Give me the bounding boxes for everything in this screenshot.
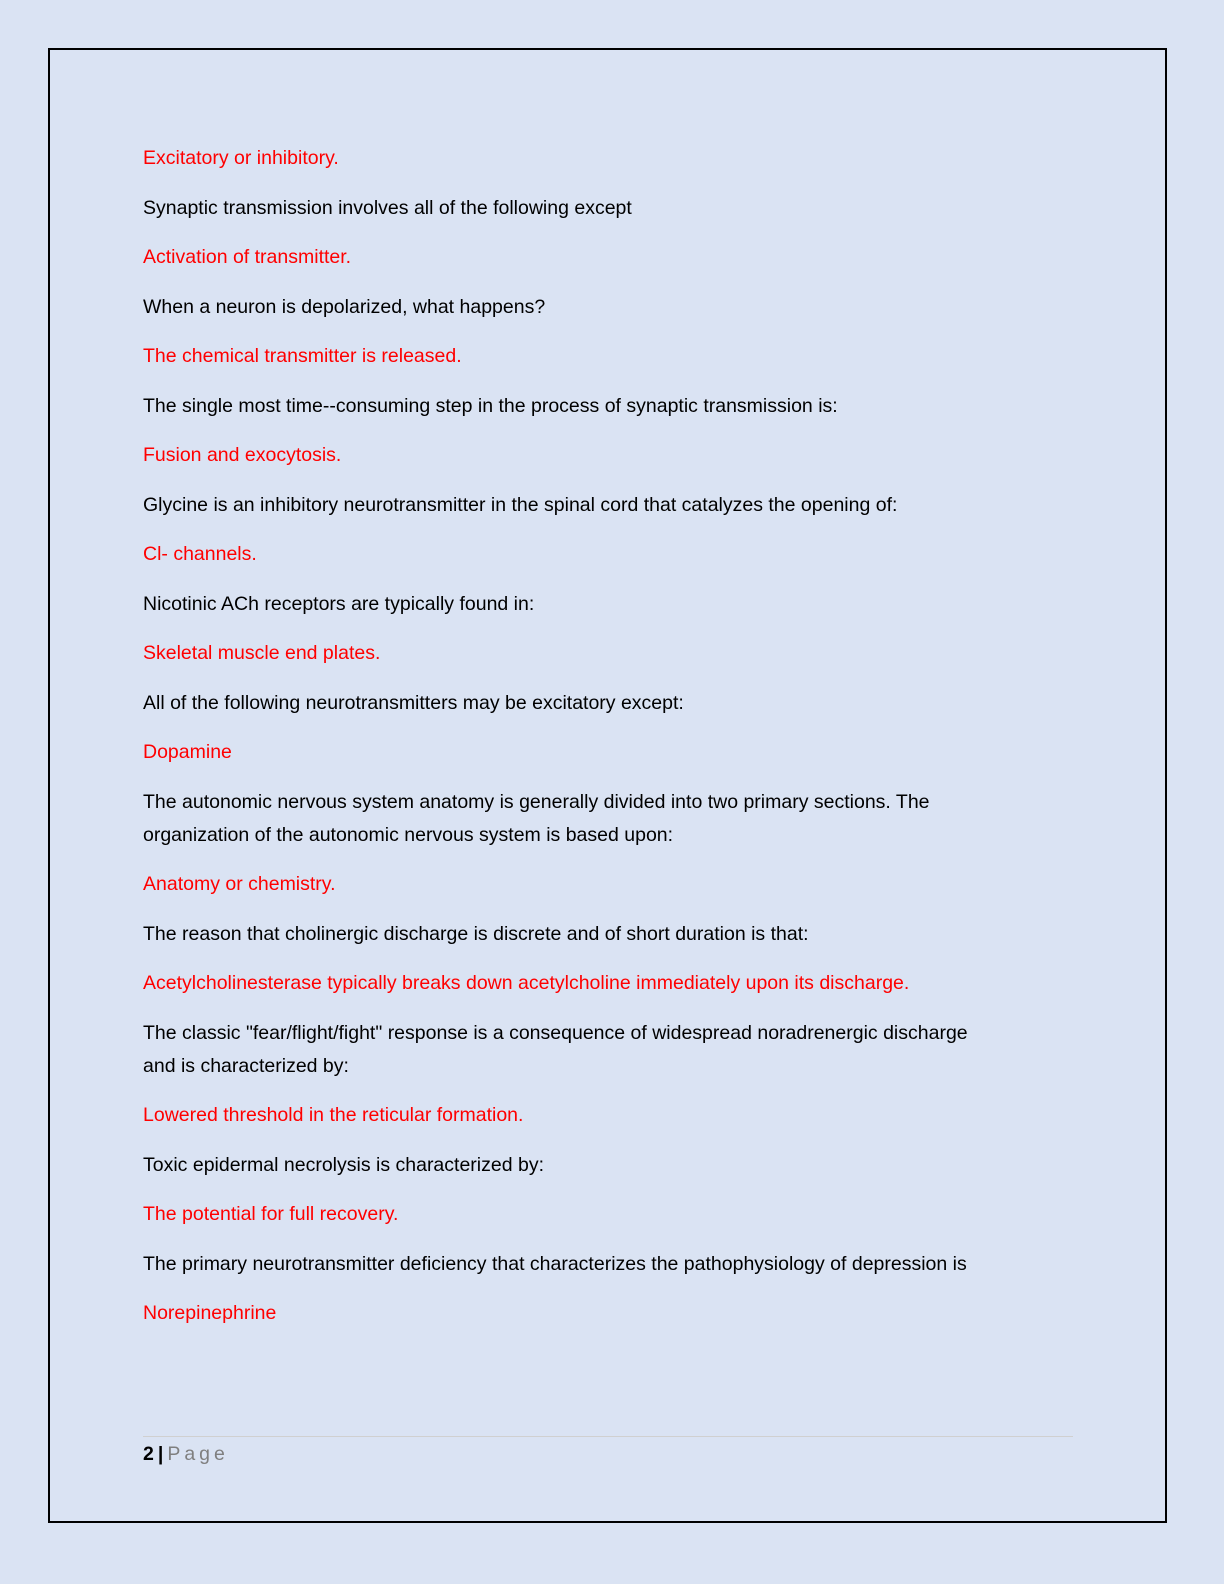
document-body [143,142,1103,1347]
question-paragraph [143,489,1103,522]
question-paragraph [143,1017,1103,1083]
question-paragraph [143,291,1103,324]
answer-paragraph [143,1198,1103,1231]
answer-paragraph [143,1099,1103,1132]
text-line: Anatomy or chemistry. [143,873,336,895]
answer-paragraph [143,538,1103,571]
question-paragraph [143,588,1103,621]
text-line: Acetylcholinesterase typically breaks down acetylcholine immediately upon its discharge. [143,972,910,994]
page-number: 2 [143,1443,154,1465]
text-line: When a neuron is depolarized, what happens? [143,295,546,318]
answer-paragraph [143,340,1103,373]
question-paragraph [143,1149,1103,1182]
text-line: Norepinephrine [143,1302,277,1324]
page-label: Page [167,1443,229,1465]
answer-paragraph [143,241,1103,274]
answer-paragraph [143,439,1103,472]
text-line: Lowered threshold in the reticular formation. [143,1104,524,1126]
text-line: The single most time--consuming step in the process of synaptic transmission is: [143,394,838,417]
text-line: The chemical transmitter is released. [143,345,462,367]
text-line: The potential for full recovery. [143,1203,399,1225]
question-paragraph [143,786,1103,852]
answer-paragraph [143,637,1103,670]
text-line: and is characterized by: [143,1054,349,1077]
footer-separator: | [157,1443,164,1465]
answer-paragraph [143,736,1103,769]
question-paragraph [143,1248,1103,1281]
text-line: Skeletal muscle end plates. [143,642,381,664]
page-footer [143,1440,229,1468]
text-line: Glycine is an inhibitory neurotransmitter in the spinal cord that catalyzes the opening of: [143,493,898,516]
question-paragraph [143,390,1103,423]
text-line: organization of the autonomic nervous system is based upon: [143,823,674,846]
text-line: Fusion and exocytosis. [143,444,342,466]
text-line: All of the following neurotransmitters may be excitatory except: [143,691,684,714]
answer-paragraph [143,142,1103,175]
footer-divider [143,1436,1073,1437]
text-line: The reason that cholinergic discharge is discrete and of short duration is that: [143,922,809,945]
question-paragraph [143,918,1103,951]
question-paragraph [143,192,1103,225]
answer-paragraph [143,1297,1103,1330]
question-paragraph [143,687,1103,720]
text-line: Activation of transmitter. [143,246,352,268]
text-line: Nicotinic ACh receptors are typically found in: [143,592,535,615]
text-line: The autonomic nervous system anatomy is generally divided into two primary sections. The [143,790,930,813]
text-line: Toxic epidermal necrolysis is characterized by: [143,1153,544,1176]
text-line: Synaptic transmission involves all of the following except [143,196,632,219]
text-line: Dopamine [143,741,232,763]
text-line: Cl- channels. [143,543,257,565]
text-line: The primary neurotransmitter deficiency that characterizes the pathophysiology of depression is [143,1252,967,1275]
answer-paragraph [143,967,1103,1000]
text-line: The classic "fear/flight/fight" response is a consequence of widespread noradrenergic discharge [143,1021,968,1044]
answer-paragraph [143,868,1103,901]
text-line: Excitatory or inhibitory. [143,147,339,169]
